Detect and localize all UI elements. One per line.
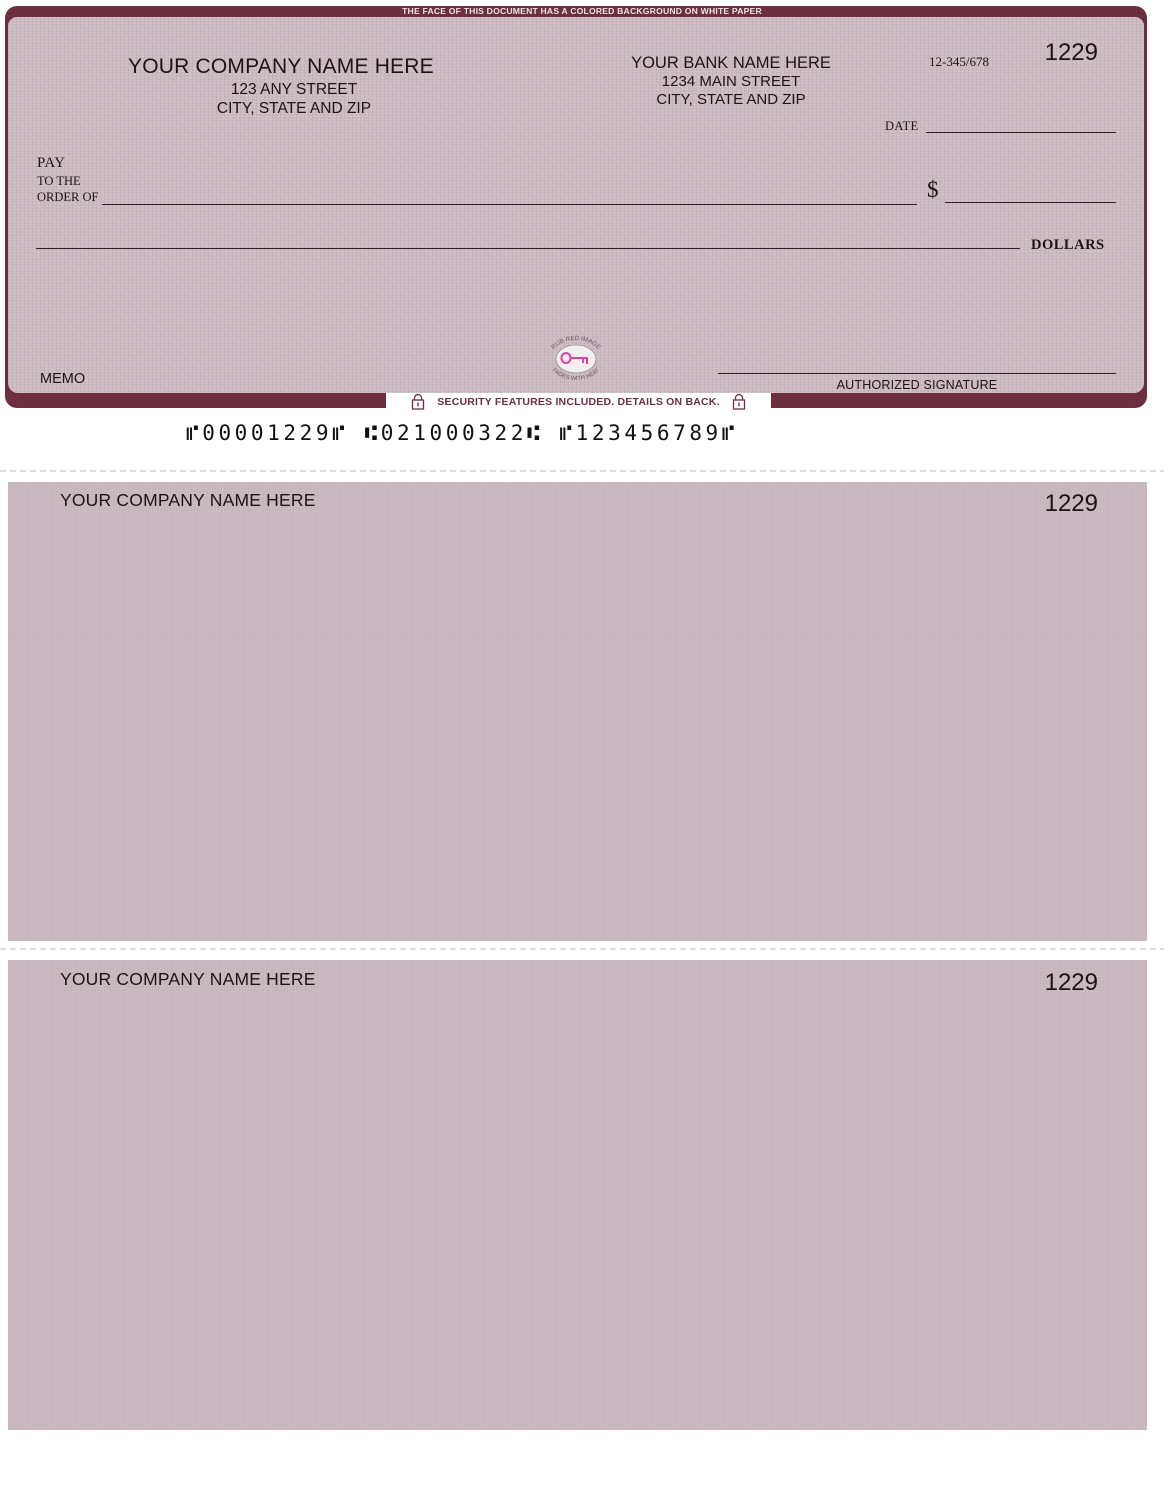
to-the-label: TO THE — [37, 174, 81, 188]
dollar-sign: $ — [927, 177, 939, 202]
company-name: YOUR COMPANY NAME HERE — [128, 55, 434, 78]
voucher-stub — [8, 482, 1147, 941]
amount-in-words-field[interactable] — [36, 248, 1020, 249]
check-number: 1229 — [1044, 39, 1098, 66]
perforation — [0, 470, 1164, 472]
security-features-text: SECURITY FEATURES INCLUDED. DETAILS ON BACK. — [437, 395, 720, 408]
signature-field[interactable] — [718, 373, 1116, 374]
background-notice-banner: THE FACE OF THIS DOCUMENT HAS A COLORED BACKGROUND ON WHITE PAPER — [402, 6, 762, 16]
stub-company-name: YOUR COMPANY NAME HERE — [60, 969, 316, 989]
date-label: DATE — [885, 119, 919, 133]
svg-text:RUB RED IMAGE: RUB RED IMAGE — [550, 334, 602, 351]
company-city: CITY, STATE AND ZIP — [216, 100, 372, 117]
company-street: 123 ANY STREET — [230, 81, 358, 98]
stub-company-name: YOUR COMPANY NAME HERE — [60, 490, 316, 510]
padlock-icon — [411, 393, 425, 410]
padlock-icon — [732, 393, 746, 410]
security-features-notice — [386, 393, 771, 410]
amount-field[interactable] — [945, 202, 1116, 203]
bank-city: CITY, STATE AND ZIP — [656, 91, 806, 108]
signature-label: AUTHORIZED SIGNATURE — [836, 378, 998, 392]
order-of-label: ORDER OF — [37, 190, 99, 204]
stub-check-number: 1229 — [1044, 490, 1098, 517]
payee-field[interactable] — [102, 204, 917, 205]
dollars-label: DOLLARS — [1031, 237, 1105, 253]
perforation — [0, 948, 1164, 950]
heat-sensitive-seal — [538, 334, 614, 384]
voucher-stub — [8, 960, 1147, 1430]
routing-fraction: 12-345/678 — [929, 54, 989, 69]
svg-text:FADES WITH HEAT: FADES WITH HEAT — [551, 367, 601, 383]
bank-street: 1234 MAIN STREET — [661, 73, 801, 90]
stub-check-number: 1229 — [1044, 969, 1098, 996]
micr-line: ⑈00001229⑈ ⑆021000322⑆ ⑈123456789⑈ — [186, 421, 739, 445]
date-field[interactable] — [926, 132, 1116, 133]
key-icon — [538, 334, 614, 384]
pay-label: PAY — [37, 155, 66, 171]
memo-label: MEMO — [40, 371, 86, 387]
bank-name: YOUR BANK NAME HERE — [631, 54, 831, 72]
